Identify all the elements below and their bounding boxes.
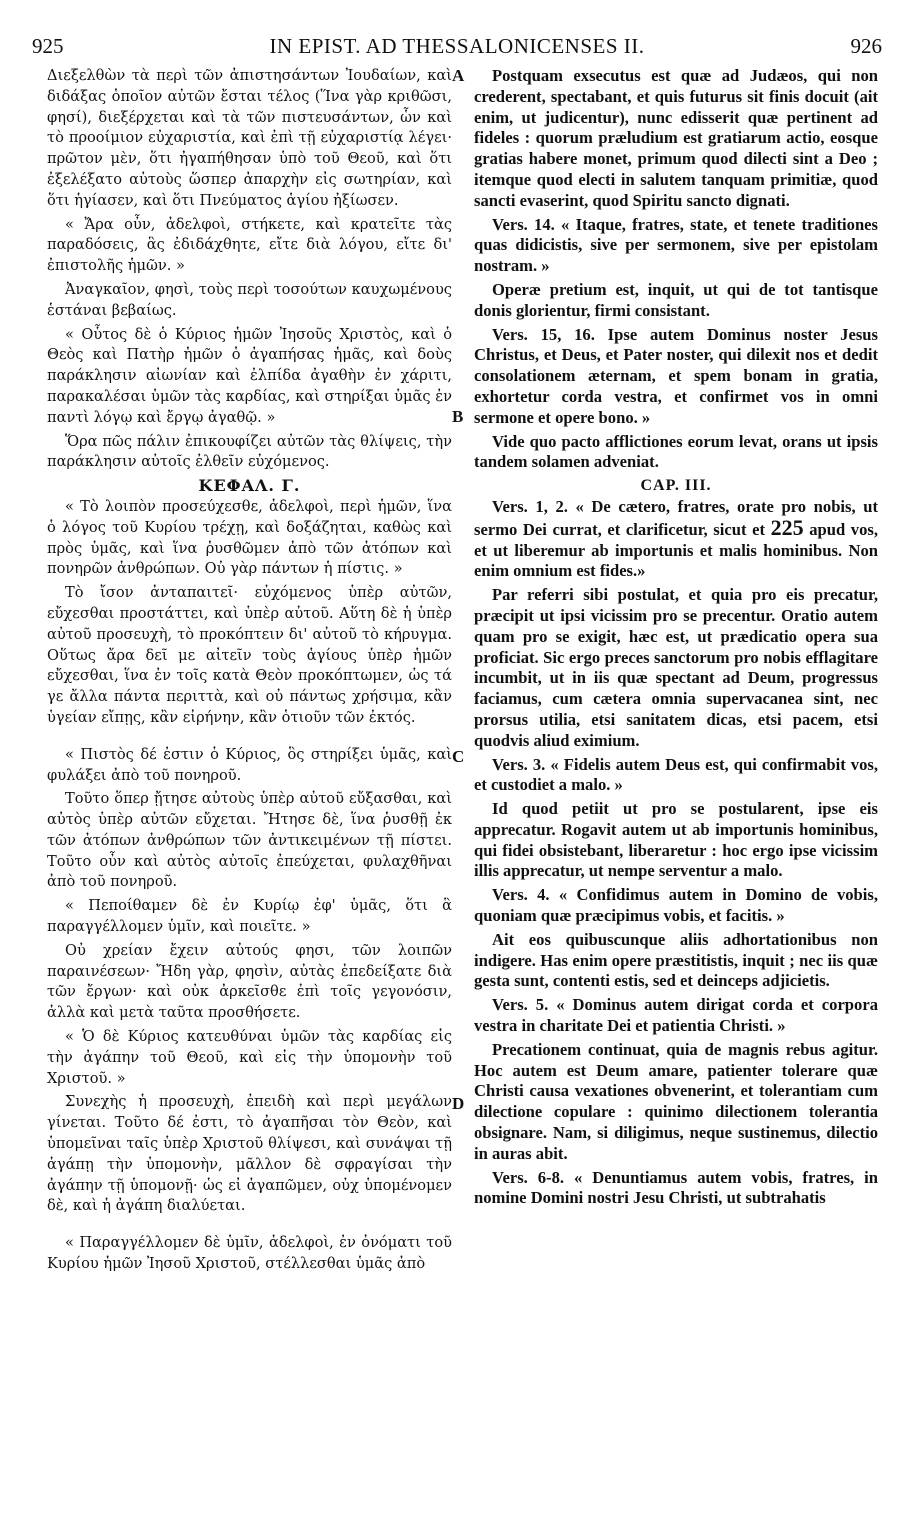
latin-chapter-heading: CAP. III. <box>640 477 712 495</box>
greek-paragraph: Ἀναγκαῖον, φησὶ, τοὺς περὶ τοσούτων καυχωμένους ἑστάναι βεβαίως. <box>47 280 452 319</box>
greek-verse: « Παραγγέλλομεν δὲ ὑμῖν, ἀδελφοὶ, ἐν ὀνόματι τοῦ Κυρίου ἡμῶν Ἰησοῦ Χριστοῦ, στέλλεσθαι ὑμᾶς ἀπὸ <box>47 1234 452 1273</box>
greek-verse: « Ἄρα οὖν, ἀδελφοὶ, στήκετε, καὶ κρατεῖτε τὰς παραδόσεις, ἃς ἐδιδάχθητε, εἴτε διὰ λόγου, εἴτε δι' ἐπιστολῆς ἡμῶν. » <box>47 215 452 275</box>
greek-paragraph: Τοῦτο ὅπερ ᾔτησε αὐτοὺς ὑπὲρ αὐτοῦ εὔξασθαι, καὶ αὐτὸς ὑπὲρ αὐτῶν εὔχεται. Ἤτησε δὲ, ἵνα ῥυσθῇ ἐκ τῶν ἀτόπων ἀνθρώπων τῶν ἀντικειμένων τῇ πίστει. Τοῦτο οὖν καὶ αὐτὸς αὐτοῖς ἐπεύχεται, φυλαχθῆναι ἀπὸ τοῦ πονηροῦ. <box>47 790 452 891</box>
greek-paragraph: Συνεχὴς ἡ προσευχὴ, ἐπειδὴ καὶ περὶ μεγάλων γίνεται. Τοῦτο δέ ἐστι, τὸ ἀγαπῆσαι τὸν Θεὸν, καὶ ὑπομεῖναι ταῖς ὑπὲρ Χριστοῦ θλίψεσι, καὶ συνάψαι τῇ ἀγάπῃ τὴν ὑπομονὴν, μᾶλλον δὲ σφραγίσαι τὴν ἀγάπην τῇ ὑπομονῇ· ὡς εἰ ἀγαπῶμεν, οὐχ ὑπομένομεν δὲ, καὶ ἡ ἀγάπη διαλύεται. <box>47 1093 452 1215</box>
greek-verse: « Πιστὸς δέ ἐστιν ὁ Κύριος, ὃς στηρίξει ὑμᾶς, καὶ φυλάξει ἀπὸ τοῦ πονηροῦ. <box>47 745 452 784</box>
greek-paragraph: Τὸ ἴσον ἀνταπαιτεῖ· εὐχόμενος ὑπὲρ αὐτῶν, εὔχεσθαι προστάττει, καὶ ὑπὲρ αὐτοῦ. Αὕτη δὲ ἡ ὑπὲρ αὐτοῦ προσευχὴ, τὸ προκόπτειν δι' αὐτοῦ τὸ κήρυγμα. Οὕτως ἄρα δεῖ με αἰτεῖν τοὺς ἁγίους ὑπὲρ ἡμῶν εὔχεσθαι, ἵνα ἐν τοῖς κατὰ Θεὸν προκόπτωμεν, ὡς τά γε ἄλλα πάντα περιττὰ, καὶ οὐ πάντως χρήσιμα, κἂν ὑγείαν εἴπῃς, κἂν εἰρήνην, κἂν ὁτιοῦν τῶν ἐκτός. <box>47 584 452 726</box>
section-marker-c: C <box>452 747 465 766</box>
latin-paragraph: Id quod petiit ut pro se postularent, ipse eis apprecatur. Rogavit autem ut ab importunis hominibus, qui fidei obsistebant, liberaretur : hoc ergo ipse vicissim illis apprecatur, ut nempe serventur a malo. <box>474 799 878 881</box>
page-number-right: 926 <box>850 34 882 58</box>
section-marker-a: A <box>452 66 465 85</box>
latin-paragraph: Operæ pretium est, inquit, ut qui de tot tantisque donis glorientur, firmi consistant. <box>474 279 878 320</box>
latin-paragraph: Postquam exsecutus est quæ ad Judæos, qui non crederent, spectabant, et quis futurus sit finis docuit (ait enim, ut judicentur), nunc edisserit quæ pertinent ad fideles : quorum præludium est gratiarum actio, eosque gratias habere monet, primum quod dilecti sint a Deo ; itemque quod electi in salutem tanquam primitiæ, quod sancti evaserint, quod Spiritu sancto dignati. <box>474 66 878 210</box>
latin-verse <box>474 497 878 582</box>
latin-verse: Vers. 6-8. « Denuntiamus autem vobis, fratres, in nomine Domini nostri Jesu Christi, ut subtrahatis <box>474 1167 878 1208</box>
latin-paragraph: Par referri sibi postulat, et quia pro eis precatur, præcipit ut ipsi vicissim pro se precentur. Oratio autem quam pro se exigit, hæc est, ut prædicatio opera sua proficiat. Sic ergo preces sanctorum pro nobis efflagitare incumbit, ut in iis quæ spectant ad Deum, progressus faciamus, cum cætera omnia supervacanea sint, nec prorsus utilia, etsi sanitatem dicas, etsi pacem, etsi quodvis aliud eximium. <box>474 585 878 750</box>
greek-verse: « Πεποίθαμεν δὲ ἐν Κυρίῳ ἐφ' ὑμᾶς, ὅτι ἃ παραγγέλλομεν ὑμῖν, καὶ ποιεῖτε. » <box>47 897 452 936</box>
latin-paragraph: Precationem continuat, quia de magnis rebus agitur. Hoc autem est Deum amare, patienter tolerare quæ Christi causa vexationes obvenerint, et tolerantiam cum dilectione copulare : quinimo dilectionem tolerantia obsignare. Nam, si diligimus, neque sustinemus, dilectio in auras abit. <box>474 1039 878 1163</box>
running-header <box>32 34 882 58</box>
latin-paragraph: Ait eos quibuscunque aliis adhortationibus non indigere. Has enim opere præstitistis, inquit ; nec iis quæ gesta sunt, contenti estis, sed et deinceps adjicietis. <box>474 929 878 991</box>
greek-verse: « Τὸ λοιπὸν προσεύχεσθε, ἀδελφοὶ, περὶ ἡμῶν, ἵνα ὁ λόγος τοῦ Κυρίου τρέχῃ, καὶ δοξάζηται, καθὼς καὶ πρὸς ὑμᾶς, καὶ ἵνα ῥυσθῶμεν ἀπὸ τῶν ἀτόπων καὶ πονηρῶν ἀνθρώπων. Οὐ γὰρ πάντων ἡ πίστις. » <box>47 497 452 578</box>
greek-verse: « Ὁ δὲ Κύριος κατευθύναι ὑμῶν τὰς καρδίας εἰς τὴν ἀγάπην τοῦ Θεοῦ, καὶ εἰς τὴν ὑπομονὴν τοῦ Χριστοῦ. » <box>47 1028 452 1087</box>
column-number: 225 <box>770 514 804 540</box>
page-number-left: 925 <box>32 34 64 58</box>
running-title: IN EPIST. AD THESSALONICENSES II. <box>269 34 645 58</box>
greek-paragraph: Οὐ χρείαν ἔχειν αὐτούς φησι, τῶν λοιπῶν παραινέσεων· Ἤδη γὰρ, φησὶν, αὐτὰς ἐπεδείξατε διὰ τῶν ἔργων· καὶ οὐκ ἀρκεῖσθε ἐπὶ τοῖς γεγονόσιν, ἀλλὰ καὶ μετὰ ταῦτα προσθήσετε. <box>47 941 452 1022</box>
greek-paragraph: Ὅρα πῶς πάλιν ἐπικουφίζει αὐτῶν τὰς θλίψεις, τὴν παράκλησιν αὐτοῖς ἐλθεῖν εὐχόμενος. <box>47 432 452 471</box>
latin-verse: Vers. 5. « Dominus autem dirigat corda et corpora vestra in charitate Dei et patientia Christi. » <box>474 995 878 1036</box>
section-marker-d: D <box>452 1094 465 1113</box>
greek-paragraph: Διεξελθὼν τὰ περὶ τῶν ἀπιστησάντων Ἰουδαίων, καὶ διδάξας ὁποῖον αὐτῶν ἔσται τέλος (Ἵνα γὰρ κριθῶσι, φησί), διεξέρχεται καὶ τὰ τῶν πιστευσάντων, ὧν καὶ τὸ προοίμιον εὐχαριστία, καὶ ἐπὶ τῇ εὐχαριστίᾳ λέγει· πρῶτον μὲν, ὅτι ἠγαπήθησαν ὑπὸ τοῦ Θεοῦ, καὶ ὅτι ἐξελέξατο αὐτοὺς ὥσπερ ἀπαρχὴν εἰς σωτηρίαν, καὶ ὅτι ἡγίασεν, καὶ ὅτι Πνεύματος ἁγίου ἠξίωσεν. <box>47 67 452 209</box>
section-marker-b: B <box>452 407 464 426</box>
latin-paragraph: Vide quo pacto afflictiones eorum levat, orans ut ipsis tandem solamen adveniat. <box>474 431 878 472</box>
latin-verse: Vers. 3. « Fidelis autem Deus est, qui confirmabit vos, et custodiet a malo. » <box>474 754 878 795</box>
latin-verse: Vers. 4. « Confidimus autem in Domino de vobis, quoniam quæ præcipimus vobis, et facitis. » <box>474 885 878 926</box>
greek-chapter-heading: ΚΕΦΑΛ. Γ. <box>198 476 301 496</box>
greek-column <box>47 66 452 1456</box>
latin-verse: Vers. 15, 16. Ipse autem Dominus noster Jesus Christus, et Deus, et Pater noster, qui dilexit nos et dedit consolationem æternam, et spem bonam in gratia, exhortetur corda vestra, et confirmet vos in omni sermone et opere bono. » <box>474 324 878 427</box>
greek-verse: « Οὗτος δὲ ὁ Κύριος ἡμῶν Ἰησοῦς Χριστὸς, καὶ ὁ Θεὸς καὶ Πατὴρ ἡμῶν ὁ ἀγαπήσας ἡμᾶς, καὶ δοὺς παράκλησιν αἰωνίαν καὶ ἐλπίδα ἀγαθὴν ἐν χάριτι, παρακαλέσαι ὑμῶν τὰς καρδίας, καὶ στηρίξαι ὑμᾶς ἐν παντὶ λόγῳ καὶ ἔργῳ ἀγαθῷ. » <box>47 325 452 426</box>
latin-column <box>474 66 878 1456</box>
latin-verse: Vers. 14. « Itaque, fratres, state, et tenete traditiones quas didicistis, sive per sermonem, sive per epistolam nostram. » <box>474 214 878 276</box>
latin-verse-text: apud vos, et ut liberemur ab importunis et malis hominibus. Non enim omnium est fides.» <box>474 519 878 581</box>
latin-verse-text: Vers. 1, 2. « De cætero, fratres, orate pro nobis, ut sermo Dei currat, et clarificetur, sicut et <box>474 496 878 539</box>
